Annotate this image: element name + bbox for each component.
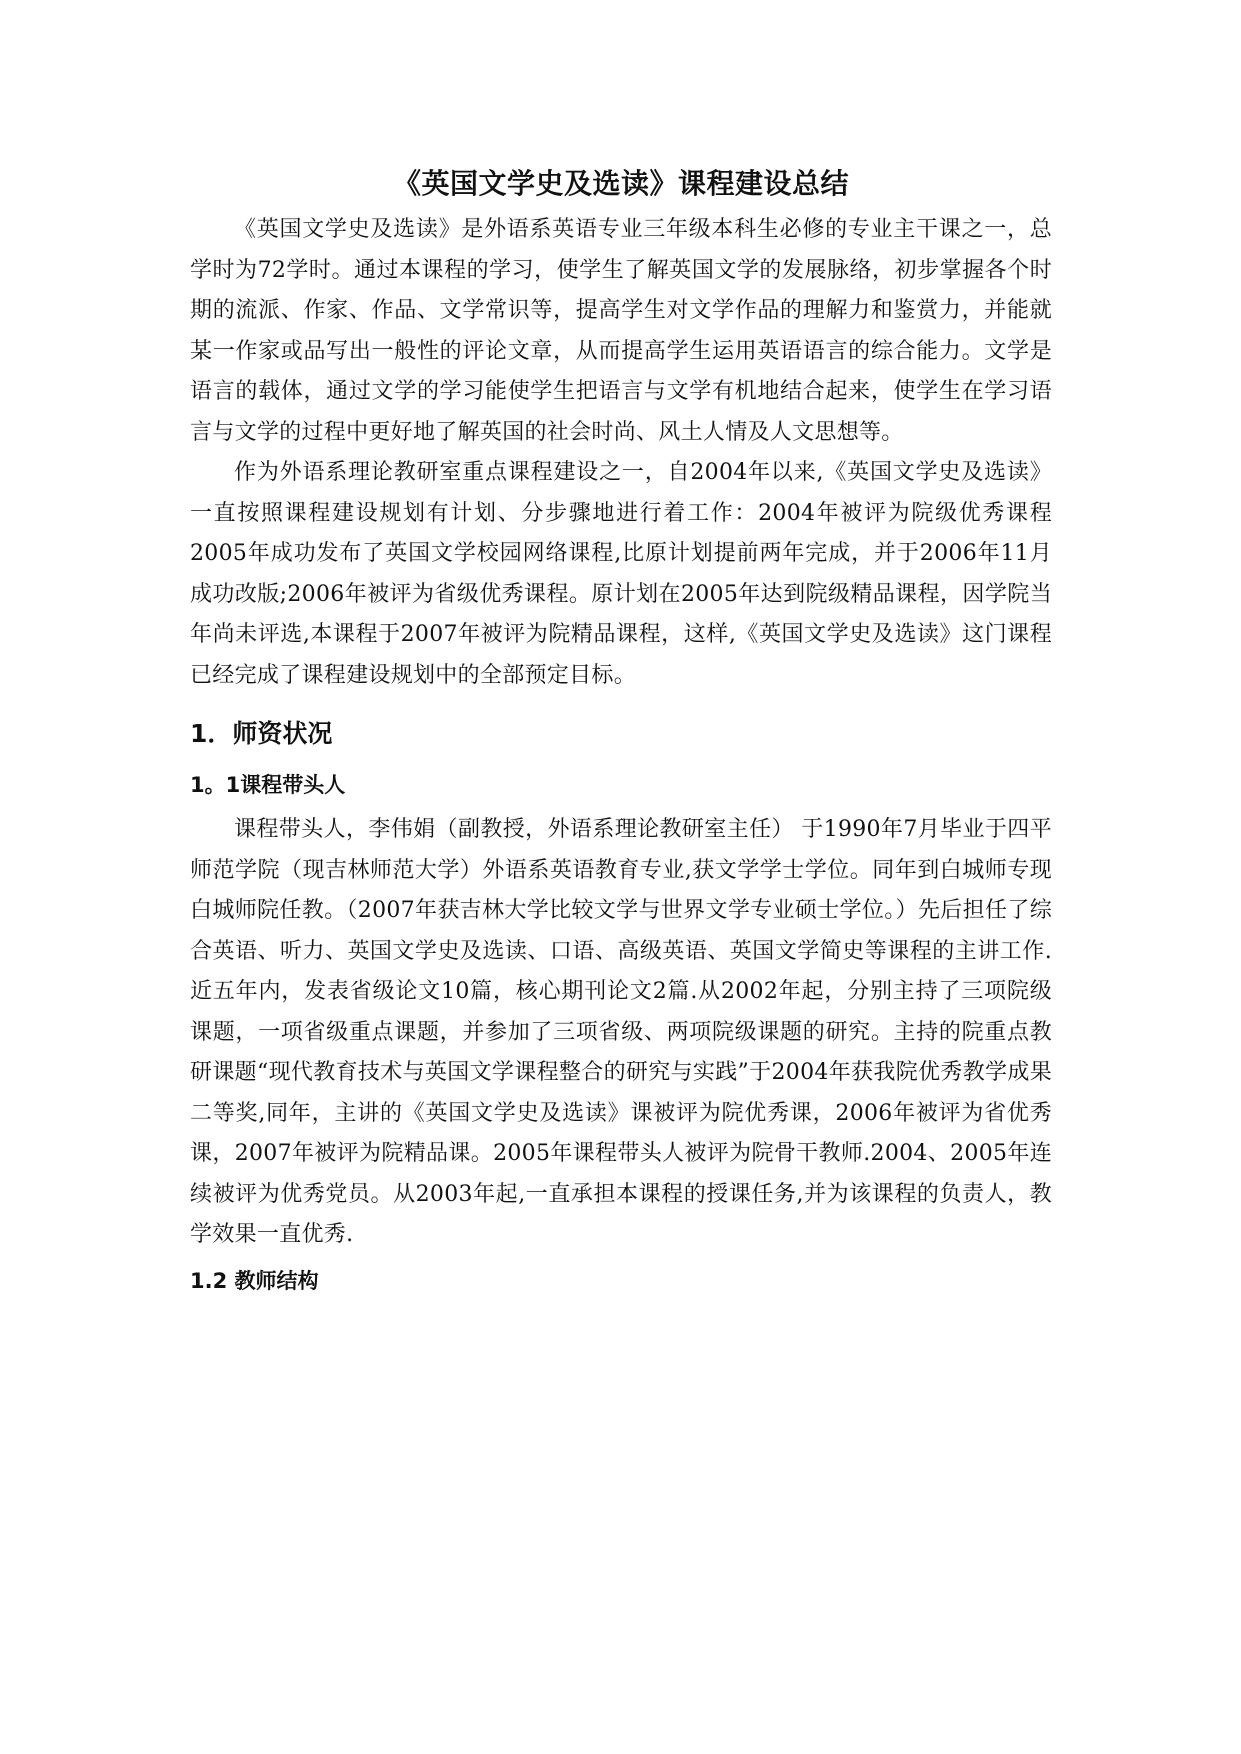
document-body bbox=[190, 160, 1052, 1306]
subsection-heading-teacher-structure: 1.2 教师结构 bbox=[190, 1268, 319, 1293]
document-title: 《英国文学史及选读》课程建设总结 bbox=[392, 167, 849, 200]
history-paragraph: 作为外语系理论教研室重点课程建设之一，自2004年以来,《英国文学史及选读》一直按照课程建设规划有计划、分步骤地进行着工作：2004年被评为院级优秀课程 2005年成功发布了英国文学校园网络课程,比原计划提前两年完成，并于2006年11月成功改版;2006年被评为省级优秀课程。原计划在2005年达到院级精品课程，因学院当年尚未评选,本课程于2007年被评为院精品课程，这样,《英国文学史及选读》这门课程已经完成了课程建设规划中的全部预定目标。 bbox=[190, 460, 1052, 688]
intro-paragraph: 《英国文学史及选读》是外语系英语专业三年级本科生必修的专业主干课之一，总学时为72学时。通过本课程的学习，使学生了解英国文学的发展脉络，初步掌握各个时期的流派、作家、作品、文学常识等，提高学生对文学作品的理解力和鉴赏力，并能就某一作家或品写出一般性的评论文章，从而提高学生运用英语语言的综合能力。文学是语言的载体，通过文学的学习能使学生把语言与文学有机地结合起来，使学生在学习语言与文学的过程中更好地了解英国的社会时尚、风土人情及人文思想等。 bbox=[190, 217, 1052, 445]
subsection-heading-course-leader: 1。1课程带头人 bbox=[190, 773, 346, 797]
section-heading-faculty: 1．师资状况 bbox=[190, 719, 333, 748]
course-leader-paragraph: 课程带头人，李伟娟（副教授，外语系理论教研室主任） 于1990年7月毕业于四平师范学院（现吉林师范大学）外语系英语教育专业,获文学学士学位。同年到白城师专现白城师院任教。（2007年获吉林大学比较文学与世界文学专业硕士学位。）先后担任了综合英语、听力、英国文学史及选读、口语、高级英语、英国文学简史等课程的主讲工作.近五年内，发表省级论文10篇，核心期刊论文2篇.从2002年起，分别主持了三项院级课题，一项省级重点课题，并参加了三项省级、两项院级课题的研究。主持的院重点教研课题“现代教育技术与英国文学课程整合的研究与实践”于2004年获我院优秀教学成果二等奖,同年，主讲的《英国文学史及选读》课被评为院优秀课，2006年被评为省优秀课，2007年被评为院精品课。2005年课程带头人被评为院骨干教师.2004、2005年连续被评为优秀党员。从2003年起,一直承担本课程的授课任务,并为该课程的负责人，教学效果一直优秀. bbox=[190, 817, 1052, 1247]
